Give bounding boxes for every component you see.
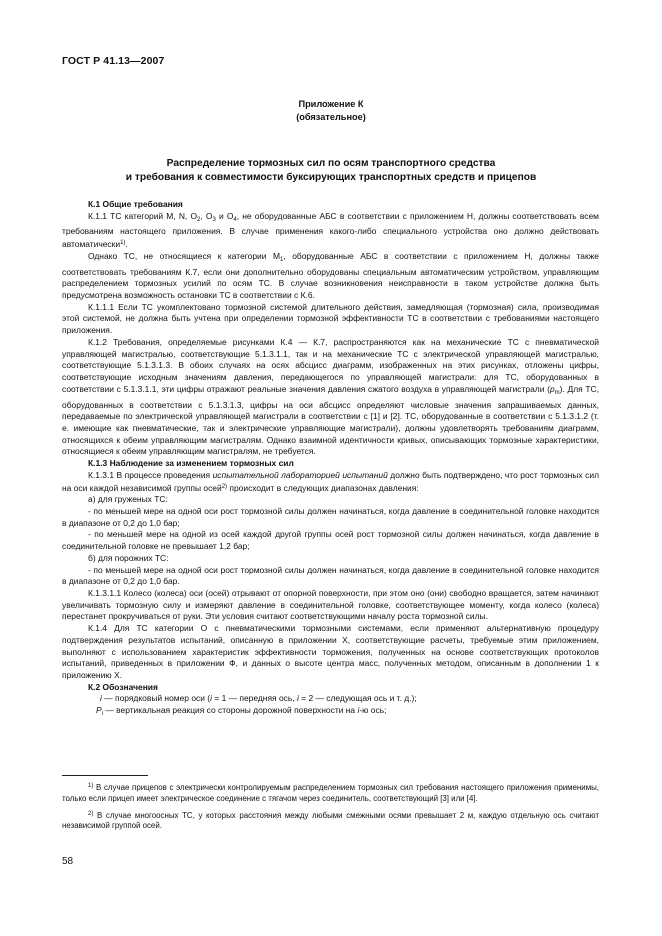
paragraph-k1111: К.1.1.1 Если ТС укомплектовано тормозной системой длительного действия, замедляющая (тормозная) сила, производимая этой системой, не должна быть учтена при определении тормозной эффективности ТС в соответствии с требованиями настоящего приложения. bbox=[62, 301, 599, 336]
paragraph-k111: К.1.1 ТС категорий М, N, $О_2$, $О_3$ и $О_4$, не оборудованные АБС в соответствии с приложением Н, должны соответствовать всем требованиям настоящего приложения. В случае применения какого-либо специального устройства оно должно действовать автоматически$^{1)}$. bbox=[62, 210, 599, 250]
footnote-mark: 1) bbox=[88, 783, 94, 789]
text-run: -ю ось; bbox=[359, 705, 387, 716]
symbol-p: p bbox=[549, 383, 555, 394]
symbol-i: i bbox=[100, 693, 102, 704]
text-run: должно быть подтверждено, что рост тормозных сил на оси каждой независимой группы осей bbox=[62, 469, 599, 493]
symbol-i: i bbox=[357, 705, 360, 716]
text-run: К.1.2 Требования, определяемые рисунками К.4 — К.7, распространяются как на механические ТС с пневматической управляющей магистралью, соответствующие 5.1.3.1.1, так и на механические ТС с электрической управляющей магистралью, соответствующие 5.1.3.1.3. В обоих случаях на осях абсцисс диаграмм, изображенных на этих рисунках, отложены цифры, соответствующие исходным значениям давления, передающегося по управляющей магистрали: для ТС, оборудованных в соответствии с 5.1.3.1.1, эти цифры отражают реальные значения давления сжатого воздуха в управляющей магистрали ( bbox=[62, 336, 599, 394]
list-item-a: а) для груженых ТС: bbox=[88, 494, 168, 505]
paragraph-k131 bbox=[62, 470, 599, 494]
footnote-ref: 2) bbox=[221, 483, 228, 490]
text-run: происходит в следующих диапазонах давления: bbox=[227, 482, 419, 493]
symbol-i: i bbox=[296, 693, 299, 704]
paragraph-k12 bbox=[62, 337, 599, 458]
list-item-a1: - по меньшей мере на одной оси рост тормозной силы должен начинаться, когда давление в соединительной головке находится в диапазоне от 0,2 до 1,0 бар; bbox=[62, 505, 599, 528]
italic-run: испытательной лабораторией испытаний bbox=[212, 469, 388, 480]
text-run: , оборудованные АБС в соответствии с приложением Н, должны также соответствовать требованиям К.7, если они дополнительно оборудованы специальным автоматическим устройством, управляющим распределением тормозных усилий по осям ТС. В случае возникновения неисправности в таком устройстве должна быть предусмотрена возможность остановки ТС в соответствии с К.6. bbox=[62, 250, 599, 301]
paragraph-k14: К.1.4 Для ТС категории О с пневматическими тормозными системами, если применяют альтернативную процедуру подтверждения результатов испытаний, описанную в приложении X, соответствующие расчеты, требуемые этим приложением, выполняют с использованием характеристик эффективности торможения, полученных на основе соответствующих протоколов испытаний, приведенных в приложении Ф, и данных о высоте центра масс, полученных методом, описанным в дополнении 1 к приложению X. bbox=[62, 623, 599, 681]
footnote-ref: 1) bbox=[120, 240, 126, 247]
footnote-text: В случае многоосных ТС, у которых расстояния между любыми смежными осями превышает 2 м, каждую отдельную ось считают независимой группой осей. bbox=[62, 810, 599, 831]
section-heading-k2: К.2 Обозначения bbox=[88, 681, 158, 692]
footnote-text: В случае прицепов с электрически контролируемым распределением тормозных сил требования настоящего приложения применимы, только если прицеп имеет электрическое соединение с тягачом через соединитель, соответствующий [3] или [4]. bbox=[62, 783, 599, 803]
footnote-mark: 2) bbox=[88, 810, 94, 817]
standard-header: ГОСТ Р 41.13—2007 bbox=[62, 55, 165, 67]
subscript: i bbox=[101, 711, 103, 718]
text-run: — вертикальная реакция со стороны дорожной поверхности на bbox=[102, 705, 358, 716]
text-run: — порядковый номер оси ( bbox=[101, 693, 211, 704]
body-text bbox=[62, 199, 599, 721]
footnote-1 bbox=[62, 781, 599, 805]
page-title bbox=[70, 157, 592, 185]
text-run: , не оборудованные АБС в соответствии с приложением Н, должны соответствовать всем требованиям настоящего приложения. В случае применения какого-либо специального устройства оно должно действовать автоматически bbox=[62, 210, 599, 250]
appendix-status: (обязательное) bbox=[296, 112, 366, 122]
subscript: 4 bbox=[233, 216, 237, 223]
subscript: 2 bbox=[197, 216, 201, 223]
subscript: 1 bbox=[280, 256, 284, 263]
text-run: , О bbox=[200, 210, 213, 221]
text-run: К.1.3.1 В процессе проведения bbox=[88, 469, 213, 480]
text-run: и О bbox=[215, 210, 234, 221]
symbol-i: i bbox=[210, 693, 212, 704]
text-run: К.1.1 ТС категорий М, N, О bbox=[88, 210, 198, 221]
page-number: 58 bbox=[62, 856, 74, 867]
symbol-p: P bbox=[96, 705, 102, 716]
text-run: = 2 — следующая ось и т. д.); bbox=[298, 693, 417, 704]
paragraph-k111-2 bbox=[62, 251, 599, 302]
appendix-label: Приложение К bbox=[298, 99, 364, 109]
footnote-divider bbox=[62, 775, 148, 776]
definition-p bbox=[62, 705, 599, 721]
footnotes bbox=[62, 781, 599, 836]
text-run: Однако ТС, не относящиеся к категории М bbox=[88, 250, 281, 261]
list-item-b: б) для порожних ТС: bbox=[88, 552, 169, 563]
subscript: 3 bbox=[212, 216, 216, 223]
list-item-a2: - по меньшей мере на одной из осей каждой другой группы осей рост тормозной силы должен начинаться, когда давление в соединительной головке не превышает 1,2 бар; bbox=[62, 529, 599, 552]
list-item-b1: - по меньшей мере на одной оси рост тормозной силы должен начинаться, когда давление в соединительной головке находится в диапазоне от 0,2 до 1,0 бар. bbox=[62, 564, 599, 587]
section-heading-k13: К.1.3 Наблюдение за изменением тормозных сил bbox=[88, 458, 294, 469]
text-run: ). Для ТС, оборудованных в соответствии с 5.1.3.1.3, цифры на оси абсцисс определяют числовые значения запрашиваемых данных, передаваемые по электрической управляющей магистрали в соответствии с [1] и [2]. ТС, оборудованные в соответствии с 5.1.3.1.2 (т. е. имеющие как пневматические, так и электрические управляющие магистрали), должны удовлетворять требованиям диаграмм, относящихся к обеим управляющим магистралям. Однако взаимной идентичности кривых, описывающих тормозные характеристики, относящиеся к обеим управляющим магистралям, не требуется. bbox=[62, 383, 599, 457]
paragraph-k1311: К.1.3.1.1 Колесо (колеса) оси (осей) отрывают от опорной поверхности, при этом оно (они) свободно вращается, затем начинают увеличивать тормозную силу и измеряют давление в соединительной головке, соответствующее моменту, когда колесо (колеса) перестанет прокручиваться от руки. Эти условия считают соответствующими началу роста тормозной силы. bbox=[62, 588, 599, 622]
text-run: = 1 — передняя ось, bbox=[211, 693, 297, 704]
section-heading-k1: К.1 Общие требования bbox=[88, 199, 183, 209]
title-line-1: Распределение тормозных сил по осям транспортного средства bbox=[166, 158, 496, 169]
subscript: m bbox=[554, 389, 560, 396]
definition-i bbox=[62, 693, 599, 705]
title-line-2: и требования к совместимости буксирующих транспортных средств и прицепов bbox=[125, 172, 537, 183]
footnote-2 bbox=[62, 809, 599, 833]
